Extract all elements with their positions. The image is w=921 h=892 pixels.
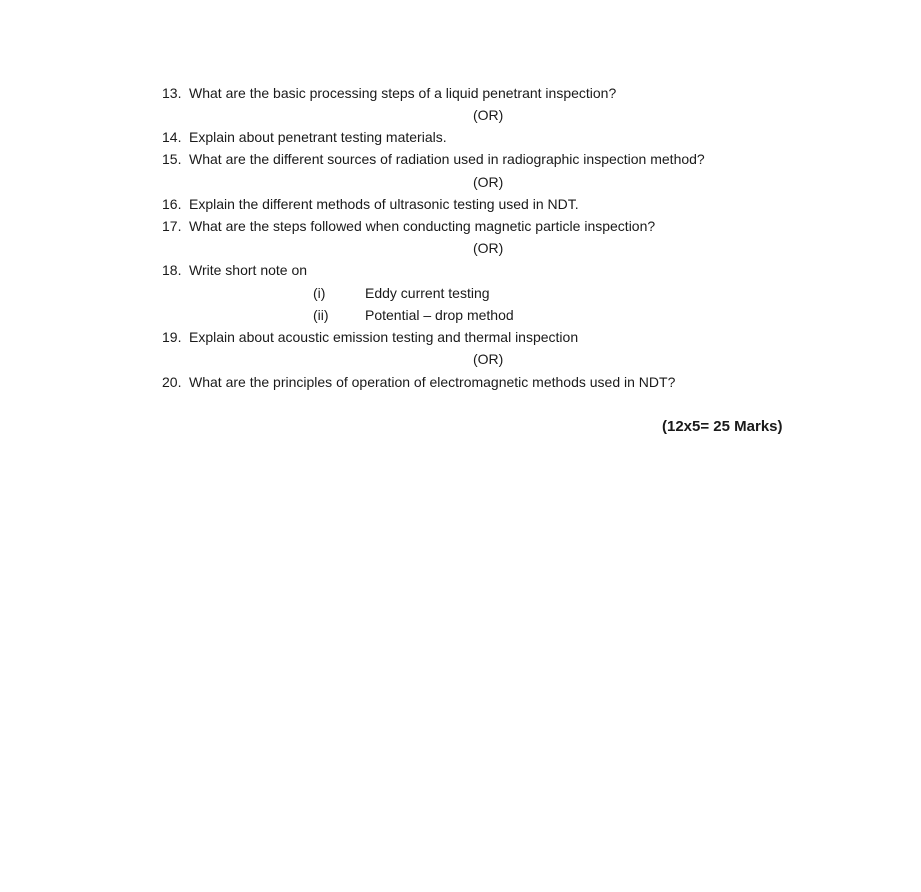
question-13 <box>162 84 616 102</box>
question-number: 13. <box>162 85 182 101</box>
question-14 <box>162 128 447 146</box>
or-separator: (OR) <box>473 351 504 367</box>
question-15 <box>162 150 705 168</box>
question-text: What are the steps followed when conducting magnetic particle inspection? <box>189 218 656 234</box>
question-number: 16. <box>162 196 182 212</box>
question-number: 18. <box>162 262 182 278</box>
or-separator: (OR) <box>473 174 504 190</box>
question-number: 20. <box>162 374 182 390</box>
question-text: Explain the different methods of ultrasonic testing used in NDT. <box>189 196 579 212</box>
question-number: 15. <box>162 151 182 167</box>
question-text: What are the different sources of radiation used in radiographic inspection method? <box>189 151 705 167</box>
sub-item-text: Eddy current testing <box>365 285 490 301</box>
question-19 <box>162 328 578 346</box>
question-text: Write short note on <box>189 262 308 278</box>
sub-item-number: (ii) <box>313 307 329 323</box>
marks-total: (12x5= 25 Marks) <box>662 418 783 435</box>
or-separator: (OR) <box>473 240 504 256</box>
question-number: 14. <box>162 129 182 145</box>
sub-item-text: Potential – drop method <box>365 307 514 323</box>
question-16 <box>162 195 579 213</box>
or-separator: (OR) <box>473 107 504 123</box>
question-18 <box>162 261 307 279</box>
sub-item-number: (i) <box>313 285 326 301</box>
question-number: 17. <box>162 218 182 234</box>
question-text: Explain about acoustic emission testing and thermal inspection <box>189 329 579 345</box>
question-number: 19. <box>162 329 182 345</box>
question-text: What are the basic processing steps of a liquid penetrant inspection? <box>189 85 617 101</box>
question-17 <box>162 217 655 235</box>
question-20 <box>162 373 675 391</box>
question-text: Explain about penetrant testing materials. <box>189 129 447 145</box>
question-text: What are the principles of operation of electromagnetic methods used in NDT? <box>189 374 676 390</box>
